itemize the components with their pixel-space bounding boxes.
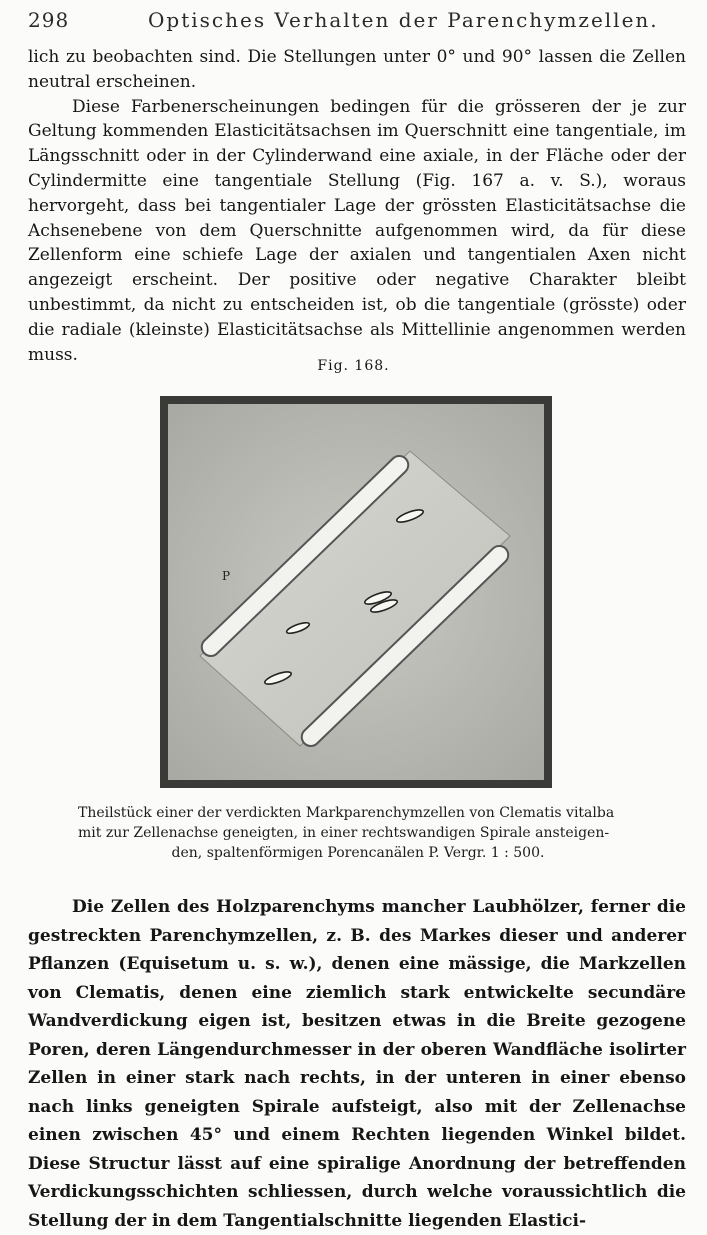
paragraph: Die Zellen des Holzparenchyms mancher Laubhölzer, ferner die gestreckten Parenchymzellen, z. B. des Markes dieser und anderer Pflanzen (Equisetum u. s. w.), denen eine mässige, die Markzellen von Clematis, denen eine ziemlich stark entwickelte secundäre Wandverdickung eigen ist, besitzen etwas in die Breite gezogene Poren, deren Längendurchmesser in der oberen Wandfläche isolirter Zellen in einer stark nach rechts, in der unteren in einer ebenso nach links geneigten Spirale aufsteigt, also mit der Zellenachse einen zwischen 45° und einem Rechten liegenden Winkel bildet. Diese Structur lässt auf eine spiralige Anordnung der betreffenden Verdickungsschichten schliessen, durch welche voraussichtlich die Stellung der in dem Tangentialschnitte liegenden Elastici- [28, 897, 686, 1231]
pore-label: P [222, 569, 231, 583]
caption-line: den, spaltenförmigen Porencanälen P. Vergr. 1 : 500. [171, 845, 545, 861]
micrograph-drawing [160, 396, 552, 788]
figure-illustration [160, 396, 552, 788]
caption-line: mit zur Zellenachse geneigten, in einer rechtswandigen Spirale ansteigen- [78, 825, 610, 841]
text-block-top [28, 45, 686, 367]
paragraph: Diese Farbenerscheinungen bedingen für die grösseren der je zur Geltung kommenden Elasticitätsachsen im Querschnitt eine tangentiale, im Längsschnitt oder in der Cylinderwand eine axiale, in der Fläche oder der Cylindermitte eine tangentiale Stellung (Fig. 167 a. v. S.), woraus hervorgeht, dass bei tangentialer Lage der grössten Elasticitätsachse die Achsenebene von dem Querschnitte aufgenommen wird, da für diese Zellenform eine schiefe Lage der axialen und tangentialen Axen nicht angezeigt erscheint. Der positive oder negative Charakter bleibt unbestimmt, da nicht zu entscheiden ist, ob die tangentiale (grösste) oder die radiale (kleinste) Elasticitätsachse als Mittellinie angenommen werden muss. [28, 96, 686, 365]
running-title: Optisches Verhalten der Parenchymzellen. [148, 8, 659, 32]
running-header [28, 6, 688, 36]
paragraph: lich zu beobachten sind. Die Stellungen unter 0° und 90° lassen die Zellen neutral erscheinen. [28, 47, 686, 92]
text-block-bottom [28, 893, 686, 1235]
figure-caption [78, 803, 638, 863]
page-number: 298 [28, 8, 70, 32]
figure-label: Fig. 168. [317, 358, 390, 374]
caption-line: Theilstück einer der verdickten Markparenchymzellen von Clematis vitalba [78, 805, 615, 821]
